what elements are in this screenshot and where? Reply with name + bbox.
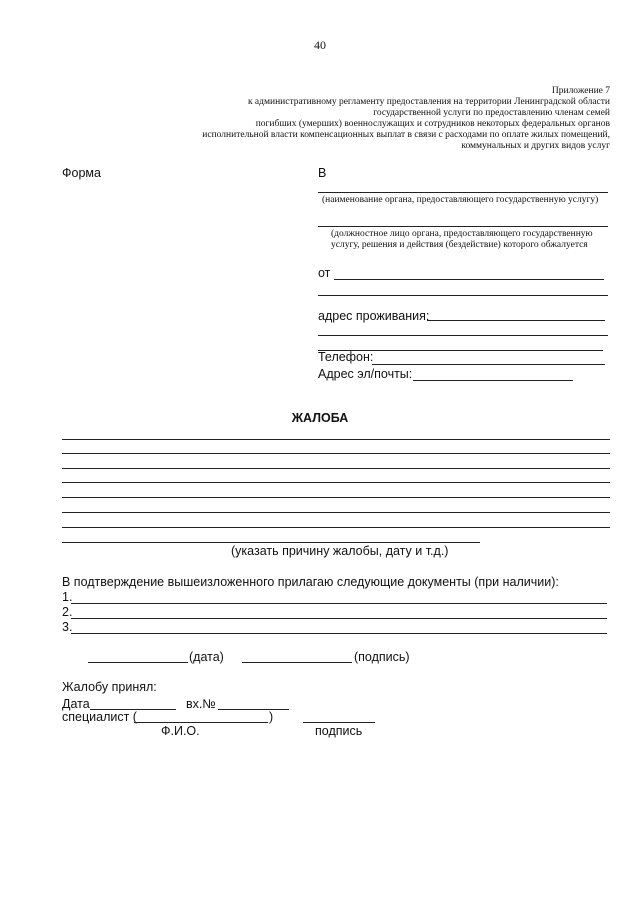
phone-label: Телефон: bbox=[318, 350, 374, 364]
organ-name-line[interactable] bbox=[318, 192, 608, 193]
organ-name-hint: (наименование органа, предоставляющего государственную услугу) bbox=[322, 195, 599, 205]
form-label: Форма bbox=[62, 166, 101, 180]
specialist-close-paren: ) bbox=[269, 710, 274, 724]
recipient-prefix: В bbox=[318, 166, 327, 180]
complaint-line-5[interactable] bbox=[62, 497, 610, 498]
attachment-line-2[interactable] bbox=[71, 618, 607, 619]
specialist-label: специалист ( bbox=[62, 710, 137, 724]
complaint-line-3[interactable] bbox=[62, 468, 610, 469]
complaint-line-1[interactable] bbox=[62, 439, 610, 440]
attachment-number-1: 1. bbox=[62, 590, 73, 604]
signature-line[interactable] bbox=[242, 662, 352, 663]
email-label: Адрес эл/почты: bbox=[318, 367, 413, 381]
attachment-number-2: 2. bbox=[62, 605, 73, 619]
complaint-line-6[interactable] bbox=[62, 512, 610, 513]
official-hint-line-1: (должностное лицо органа, предоставляющего государственную bbox=[331, 229, 593, 239]
from-line[interactable] bbox=[334, 279, 604, 280]
complaint-line-8[interactable] bbox=[62, 542, 480, 543]
signature-label: (подпись) bbox=[354, 650, 410, 664]
official-hint-line-2: услугу, решения и действия (бездействие) которого обжалуется bbox=[331, 240, 588, 250]
appendix-line-3: погибших (умерших) военнослужащих и сотрудников некоторых федеральных органов bbox=[255, 119, 610, 129]
appendix-line-4: исполнительной власти компенсационных выплат в связи с расходами по оплате жилых помещений, bbox=[202, 130, 610, 140]
acceptance-signature-label: подпись bbox=[315, 724, 363, 738]
specialist-fio-line[interactable] bbox=[134, 722, 268, 723]
specialist-signature-line[interactable] bbox=[303, 722, 375, 723]
appendix-title: Приложение 7 bbox=[551, 86, 610, 96]
date-label: (дата) bbox=[189, 650, 224, 664]
page-number: 40 bbox=[314, 38, 326, 52]
fio-label: Ф.И.О. bbox=[161, 724, 200, 738]
from-line-2[interactable] bbox=[318, 295, 608, 296]
attachment-line-1[interactable] bbox=[71, 603, 607, 604]
complaint-line-4[interactable] bbox=[62, 482, 610, 483]
appendix-line-1: к административному регламенту предоставления на территории Ленинградской области bbox=[247, 97, 610, 107]
date-line[interactable] bbox=[88, 662, 188, 663]
acceptance-title: Жалобу принял: bbox=[62, 680, 157, 694]
incoming-number-label: вх.№ bbox=[186, 697, 216, 711]
address-label: адрес проживания: bbox=[318, 309, 430, 323]
incoming-number-line[interactable] bbox=[218, 709, 289, 710]
complaint-line-7[interactable] bbox=[62, 527, 610, 528]
acceptance-date-label: Дата bbox=[62, 697, 90, 711]
complaint-title: ЖАЛОБА bbox=[291, 411, 349, 425]
appendix-line-2: государственной услуги по предоставлению членам семей bbox=[373, 108, 610, 118]
official-line[interactable] bbox=[318, 226, 608, 227]
attachment-line-3[interactable] bbox=[71, 633, 607, 634]
appendix-line-5: коммунальных и других видов услуг bbox=[461, 141, 610, 151]
email-line[interactable] bbox=[413, 380, 573, 381]
complaint-line-2[interactable] bbox=[62, 453, 610, 454]
address-line[interactable] bbox=[427, 320, 605, 321]
complaint-hint: (указать причину жалобы, дату и т.д.) bbox=[231, 544, 449, 558]
phone-line[interactable] bbox=[372, 364, 605, 365]
attachments-intro: В подтверждение вышеизложенного прилагаю следующие документы (при наличии): bbox=[62, 575, 559, 589]
attachment-number-3: 3. bbox=[62, 620, 73, 634]
from-label: от bbox=[318, 266, 331, 280]
address-line-2[interactable] bbox=[318, 335, 608, 336]
